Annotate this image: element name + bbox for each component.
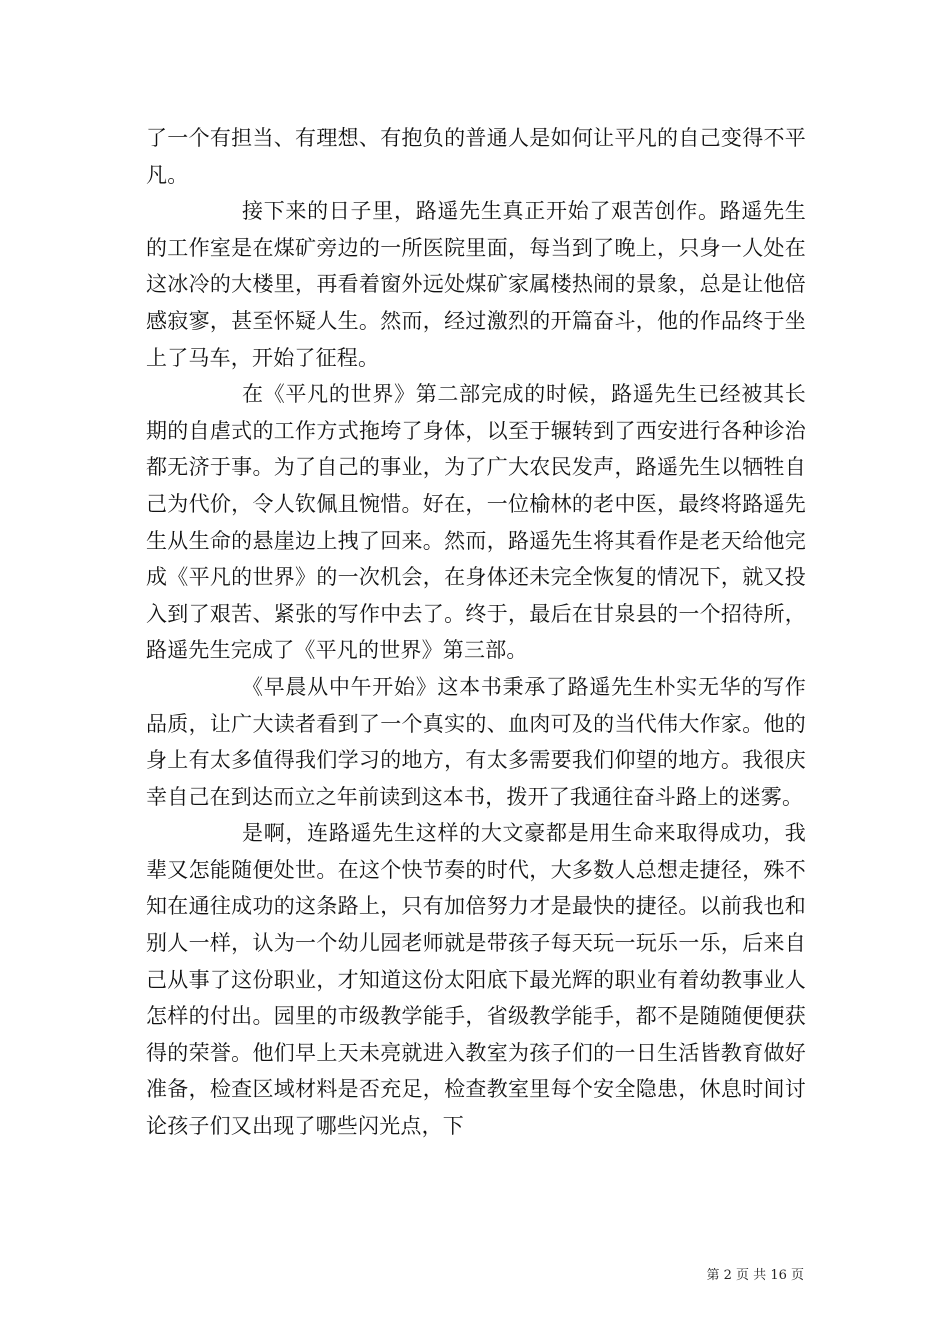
paragraph-3: 在《平凡的世界》第二部完成的时候，路遥先生已经被其长期的自虐式的工作方式拖垮了身体，以至于辗转到了西安进行各种诊治都无济于事。为了自己的事业，为了广大农民发声，路遥先生以牺牲自己为代价，令人钦佩且惋惜。好在，一位榆林的老中医，最终将路遥先生从生命的悬崖边上拽了回来。然而，路遥先生将其看作是老天给他完成《平凡的世界》的一次机会，在身体还未完全恢复的情况下，就又投入到了艰苦、紧张的写作中去了。终于，最后在甘泉县的一个招待所，路遥先生完成了《平凡的世界》第三部。 xyxy=(146,382,806,663)
document-body xyxy=(146,120,806,1145)
paragraph-5: 是啊，连路遥先生这样的大文豪都是用生命来取得成功，我辈又怎能随便处世。在这个快节奏的时代，大多数人总想走捷径，殊不知在通往成功的这条路上，只有加倍努力才是最快的捷径。以前我也和别人一样，认为一个幼儿园老师就是带孩子每天玩一玩乐一乐，后来自己从事了这份职业，才知道这份太阳底下最光辉的职业有着幼教事业人怎样的付出。园里的市级教学能手，省级教学能手，都不是随随便便获得的荣誉。他们早上天未亮就进入教室为孩子们的一日生活皆教育做好准备，检查区域材料是否充足，检查教室里每个安全隐患，休息时间讨论孩子们又出现了哪些闪光点，下 xyxy=(146,821,806,1139)
paragraph-2: 接下来的日子里，路遥先生真正开始了艰苦创作。路遥先生的工作室是在煤矿旁边的一所医院里面，每当到了晚上，只身一人处在这冰冷的大楼里，再看着窗外远处煤矿家属楼热闹的景象，总是让他倍感寂寥，甚至怀疑人生。然而，经过激烈的开篇奋斗，他的作品终于坐上了马车，开始了征程。 xyxy=(146,199,806,370)
paragraph-4: 《早晨从中午开始》这本书秉承了路遥先生朴实无华的写作品质，让广大读者看到了一个真实的、血肉可及的当代伟大作家。他的身上有太多值得我们学习的地方，有太多需要我们仰望的地方。我很庆幸自己在到达而立之年前读到这本书，拨开了我通往奋斗路上的迷雾。 xyxy=(146,674,806,809)
paragraph-1: 了一个有担当、有理想、有抱负的普通人是如何让平凡的自己变得不平凡。 xyxy=(146,126,806,187)
page-number-footer: 第 2 页 共 16 页 xyxy=(706,1268,804,1283)
